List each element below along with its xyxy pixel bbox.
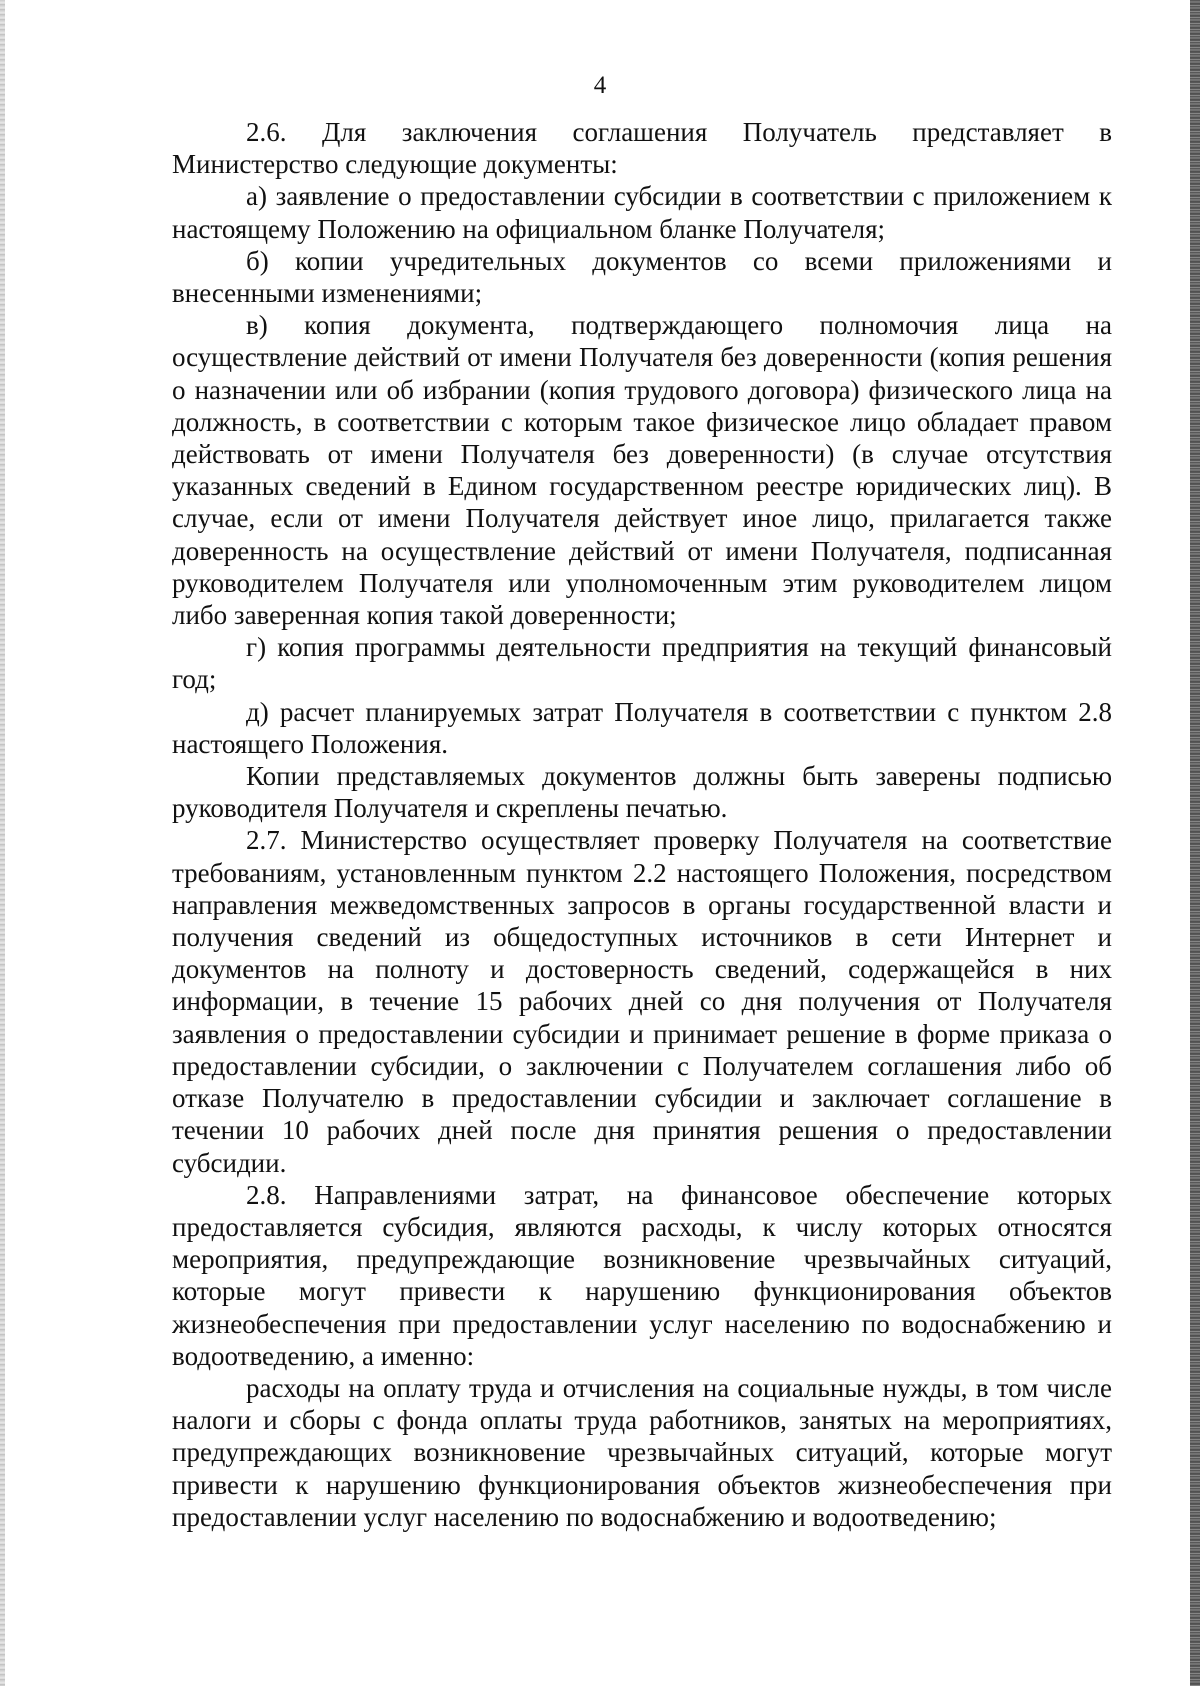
paragraph-2-6: 2.6. Для заключения соглашения Получатель представляет в Министерство следующие документы: xyxy=(172,117,1112,180)
paragraph-item-g: г) копия программы деятельности предприятия на текущий финансовый год; xyxy=(172,632,1112,695)
paragraph-item-b: б) копии учредительных документов со всеми приложениями и внесенными изменениями; xyxy=(172,245,1112,309)
paragraph-labor-costs: расходы на оплату труда и отчисления на социальные нужды, в том числе налоги и сборы с фонда оплаты труда работников, занятых на мероприятиях, предупреждающих возникновение чрезвычайных ситуаций, которые могут привести к нарушению функционирования объектов жизнеобеспечения при предоставлении услуг населению по водоснабжению и водоотведению; xyxy=(172,1372,1112,1532)
paragraph-item-v: в) копия документа, подтверждающего полномочия лица на осуществление действий от имени Получателя без доверенности (копия решения о назначении или об избрании (копия трудового договора) физического лица на должность, в соответствии с которым такое физическое лицо обладает правом действовать от имени Получателя без доверенности) (в случае отсутствия указанных сведений в Едином государственном реестре юридических лиц). В случае, если от имени Получателя действует иное лицо, прилагается также доверенность на осуществление действий от имени Получателя, подписанная руководителем Получателя или уполномоченным этим руководителем лицом либо заверенная копия такой доверенности; xyxy=(172,310,1112,631)
paragraph-item-a: а) заявление о предоставлении субсидии в соответствии с приложением к настоящему Положению на официальном бланке Получателя; xyxy=(172,181,1112,244)
scan-edge-left xyxy=(0,0,5,1686)
paragraph-copies-note: Копии представляемых документов должны быть заверены подписью руководителя Получателя и скреплены печатью. xyxy=(172,761,1112,824)
paragraph-2-8: 2.8. Направлениями затрат, на финансовое обеспечение которых предоставляется субсидия, являются расходы, к числу которых относятся мероприятия, предупреждающие возникновение чрезвычайных ситуаций, которые могут привести к нарушению функционирования объектов жизнеобеспечения при предоставлении услуг населению по водоснабжению и водоотведению, а именно: xyxy=(172,1179,1112,1371)
document-body xyxy=(172,116,1112,1533)
paragraph-2-7: 2.7. Министерство осуществляет проверку Получателя на соответствие требованиям, установленным пунктом 2.2 настоящего Положения, посредством направления межведомственных запросов в органы государственной власти и получения сведений из общедоступных источников в сети Интернет и документов на полноту и достоверность сведений, содержащейся в них информации, в течение 15 рабочих дней со дня получения от Получателя заявления о предоставлении субсидии и принимает решение в форме приказа о предоставлении субсидии, о заключении с Получателем соглашения либо об отказе Получателю в предоставлении субсидии и заключает соглашение в течении 10 рабочих дней после дня принятия решения о предоставлении субсидии. xyxy=(172,825,1112,1178)
page-number: 4 xyxy=(593,72,607,99)
paragraph-item-d: д) расчет планируемых затрат Получателя в соответствии с пунктом 2.8 настоящего Положения. xyxy=(172,696,1112,759)
scan-edge-right xyxy=(1190,0,1200,1686)
